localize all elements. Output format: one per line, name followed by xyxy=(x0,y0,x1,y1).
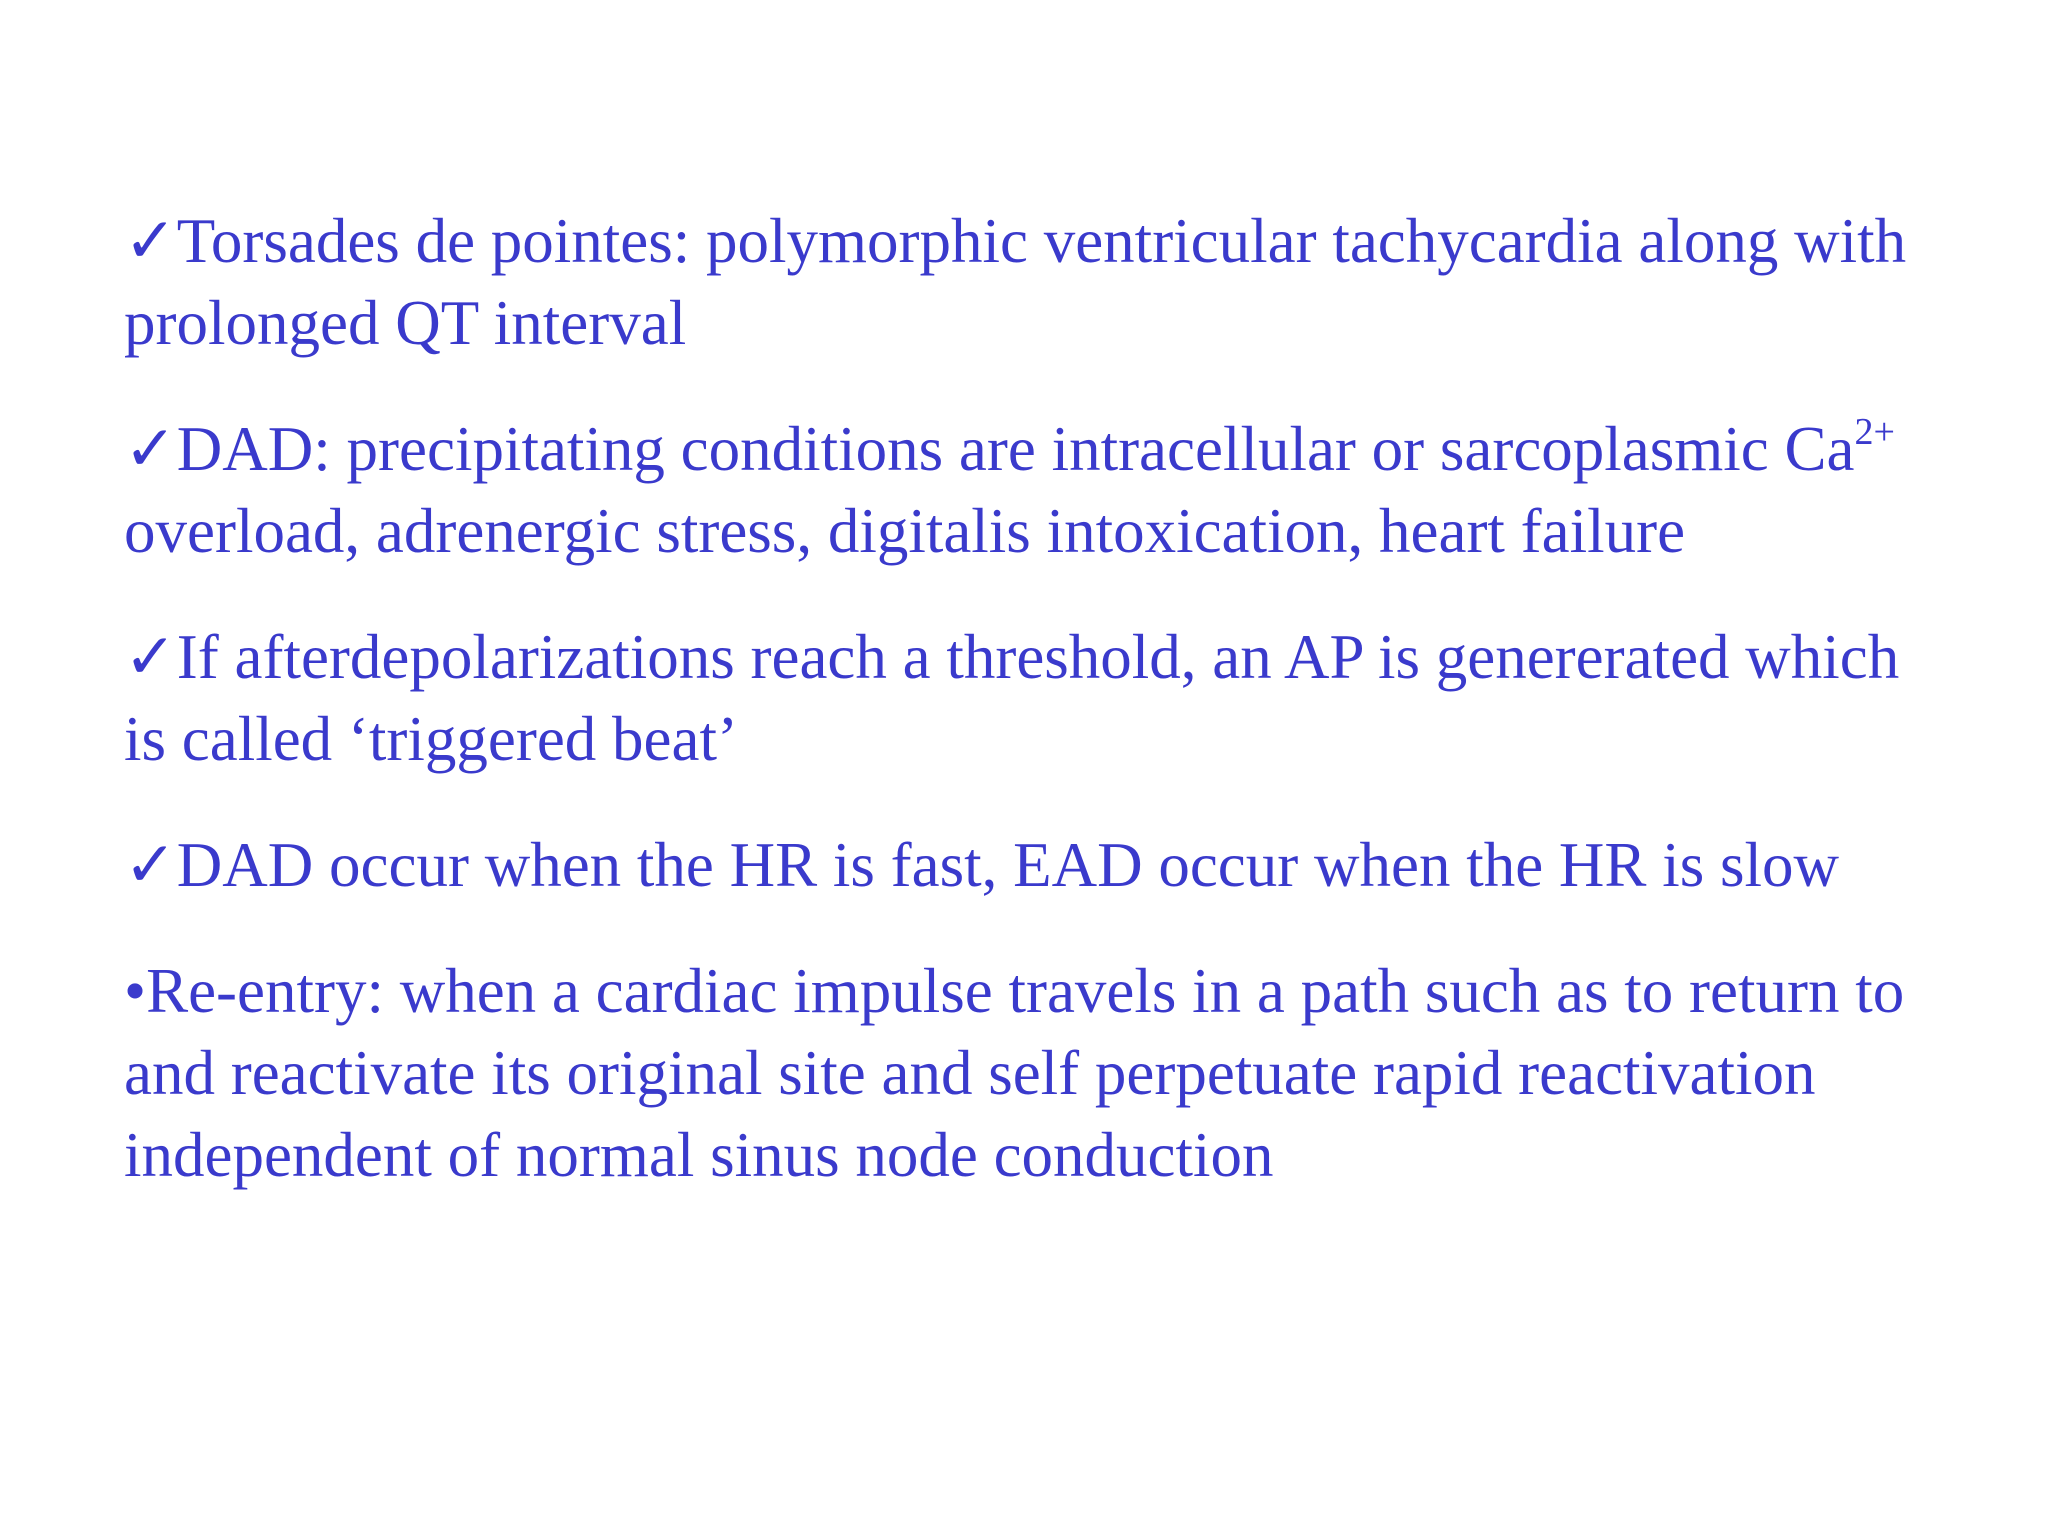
checkmark-icon: ✓ xyxy=(124,414,177,484)
bullet-item-re-entry xyxy=(124,950,1954,1196)
bullet-item-heart-rate xyxy=(124,824,1954,906)
bullet-text: Re-entry: when a cardiac impulse travels in a path such as to return to and reactivate its original site and self perpetuate rapid reactivation independent of normal sinus node conduction xyxy=(124,956,1905,1190)
bullet-text: If afterdepolarizations reach a threshold, an AP is genererated which is called ‘triggered beat’ xyxy=(124,622,1900,774)
checkmark-icon: ✓ xyxy=(124,622,177,692)
bullet-item-dad-conditions xyxy=(124,408,1954,572)
superscript-charge: 2+ xyxy=(1854,411,1895,453)
bullet-text: DAD: precipitating conditions are intracellular or sarcoplasmic Ca xyxy=(176,414,1855,484)
bullet-text: DAD occur when the HR is fast, EAD occur when the HR is slow xyxy=(176,830,1839,900)
bullet-text-continued: overload, adrenergic stress, digitalis intoxication, heart failure xyxy=(124,496,1686,566)
bullet-item-torsades xyxy=(124,200,1954,364)
bullet-text: Torsades de pointes: polymorphic ventricular tachycardia along with prolonged QT interval xyxy=(124,206,1907,358)
bullet-dot-icon: • xyxy=(124,956,147,1026)
checkmark-icon: ✓ xyxy=(124,830,177,900)
bullet-item-triggered-beat xyxy=(124,616,1954,780)
checkmark-icon: ✓ xyxy=(124,206,177,276)
slide-content xyxy=(124,200,1954,1240)
